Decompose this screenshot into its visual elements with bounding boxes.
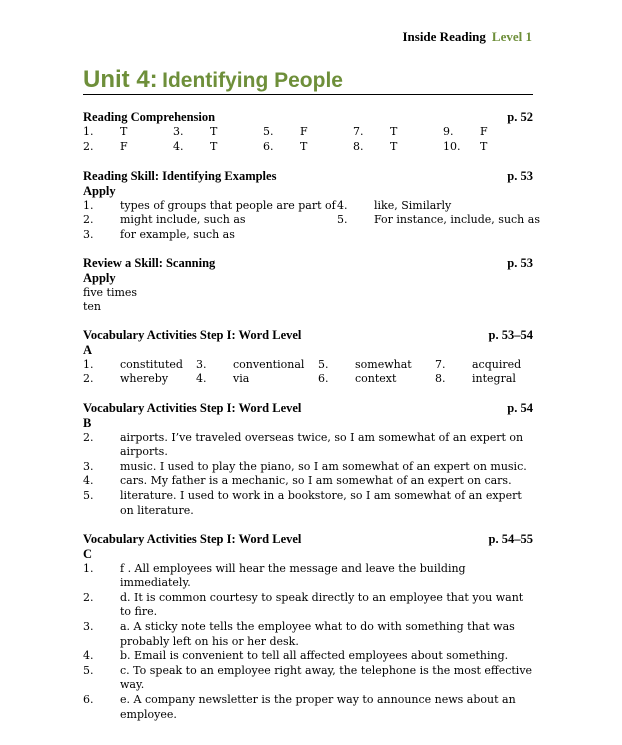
list-item (83, 591, 533, 620)
section-subtitle: C (83, 547, 93, 561)
item-number: 1. (83, 198, 94, 212)
answer-value: T (480, 139, 488, 153)
item-text: via (233, 372, 250, 386)
heading-rule (83, 94, 533, 95)
item-text: music. I used to play the piano, so I am somewhat of an expert on music. (120, 459, 527, 473)
item-text: integral (472, 372, 516, 386)
answer-line: five times (83, 285, 138, 299)
list-item (83, 489, 533, 518)
answer-value: T (390, 125, 398, 138)
answer-number: 6. (263, 139, 274, 153)
item-number: 3. (83, 227, 94, 241)
section-reading-comprehension (83, 110, 533, 155)
item-number: 6. (318, 372, 329, 386)
list-item (83, 649, 533, 664)
list-item (83, 460, 533, 475)
section-title: Vocabulary Activities Step I: Word Level (83, 328, 302, 342)
item-number: 1. (83, 357, 94, 371)
section-title: Vocabulary Activities Step I: Word Level (83, 532, 302, 546)
item-number: 4. (337, 198, 348, 212)
section-reading-skill (83, 169, 540, 243)
answer-value: T (210, 125, 218, 138)
item-number: 6. (83, 692, 94, 706)
answer-number: 5. (263, 125, 274, 138)
answer-value: F (120, 139, 128, 153)
item-number: 3. (196, 357, 207, 371)
list-item (83, 620, 533, 649)
item-text: c. To speak to an employee right away, the telephone is the most effective way. (120, 663, 533, 692)
section-page: p. 54 (507, 401, 533, 415)
list-item (83, 431, 533, 460)
item-text: whereby (120, 372, 169, 386)
answer-number: 7. (353, 125, 364, 138)
item-text: airports. I’ve traveled overseas twice, so I am somewhat of an expert on airports. (120, 430, 524, 459)
section-review-skill (83, 256, 533, 315)
section-vocab-c (83, 532, 533, 722)
section-vocab-a (83, 328, 533, 388)
answer-number: 10. (443, 139, 461, 153)
item-text: constituted (120, 357, 183, 371)
item-number: 2. (83, 430, 94, 444)
item-text: literature. I used to work in a bookstore, so I am somewhat of an expert on literature. (120, 488, 522, 517)
section-page: p. 53 (507, 169, 533, 183)
section-page: p. 52 (507, 110, 533, 124)
item-text: types of groups that people are part of (120, 198, 336, 212)
item-number: 4. (83, 474, 94, 488)
answer-value: T (120, 125, 128, 138)
section-page: p. 54–55 (488, 532, 533, 546)
item-number: 5. (337, 213, 348, 227)
item-text: cars. My father is a mechanic, so I am somewhat of an expert on cars. (120, 474, 512, 488)
item-number: 2. (83, 590, 94, 604)
item-number: 5. (83, 663, 94, 677)
item-number: 4. (83, 649, 94, 663)
answer-number: 2. (83, 139, 94, 153)
answer-value: T (210, 139, 218, 153)
answer-value: T (300, 139, 308, 153)
section-subtitle: Apply (83, 184, 116, 198)
answer-number: 3. (173, 125, 184, 138)
item-text: d. It is common courtesy to speak directly to an employee that you want to fire. (120, 590, 524, 619)
item-number: 7. (435, 357, 446, 371)
book-title: Inside Reading (402, 29, 486, 44)
item-number: 5. (83, 488, 94, 502)
unit-number: Unit 4: (83, 66, 158, 93)
item-text: somewhat (355, 357, 412, 371)
book-level: Level 1 (491, 29, 532, 44)
section-subtitle: A (83, 343, 93, 357)
item-number: 2. (83, 213, 94, 227)
unit-heading (83, 66, 343, 94)
section-vocab-b (83, 401, 533, 518)
item-text: b. Email is convenient to tell all affected employees about something. (120, 649, 509, 663)
item-number: 2. (83, 372, 94, 386)
list-item (83, 664, 533, 693)
item-text: acquired (472, 357, 522, 371)
item-text: For instance, include, such as (374, 213, 540, 227)
item-text: conventional (233, 357, 305, 371)
unit-title: Identifying People (162, 69, 343, 92)
item-number: 3. (83, 459, 94, 473)
section-page: p. 53 (507, 256, 533, 270)
item-text: e. A company newsletter is the proper way to announce news about an employee. (120, 692, 516, 721)
list-item (83, 562, 533, 591)
answer-line: ten (83, 300, 102, 314)
answer-value: F (480, 125, 488, 138)
item-number: 3. (83, 619, 94, 633)
running-header (402, 29, 532, 45)
section-page: p. 53–54 (488, 328, 533, 342)
answer-value: F (300, 125, 308, 138)
item-number: 5. (318, 357, 329, 371)
item-text: for example, such as (120, 227, 235, 241)
section-title: Reading Comprehension (83, 110, 216, 124)
item-number: 8. (435, 372, 446, 386)
answer-number: 1. (83, 125, 94, 138)
list-item (83, 693, 533, 722)
section-subtitle: B (83, 416, 92, 430)
section-title: Vocabulary Activities Step I: Word Level (83, 401, 302, 415)
answer-number: 4. (173, 139, 184, 153)
answer-number: 9. (443, 125, 454, 138)
item-number: 4. (196, 372, 207, 386)
list-item (83, 474, 533, 489)
answer-number: 8. (353, 139, 364, 153)
item-number: 1. (83, 561, 94, 575)
item-text: might include, such as (120, 213, 246, 227)
section-title: Review a Skill: Scanning (83, 256, 216, 270)
item-text: f . All employees will hear the message and leave the building immediately. (120, 561, 466, 590)
item-text: like, Similarly (374, 198, 452, 212)
item-text: a. A sticky note tells the employee what to do with something that was probably left on his or her desk. (120, 619, 515, 648)
answer-value: T (390, 139, 398, 153)
section-subtitle: Apply (83, 271, 116, 285)
section-title: Reading Skill: Identifying Examples (83, 169, 277, 183)
item-text: context (355, 372, 397, 386)
